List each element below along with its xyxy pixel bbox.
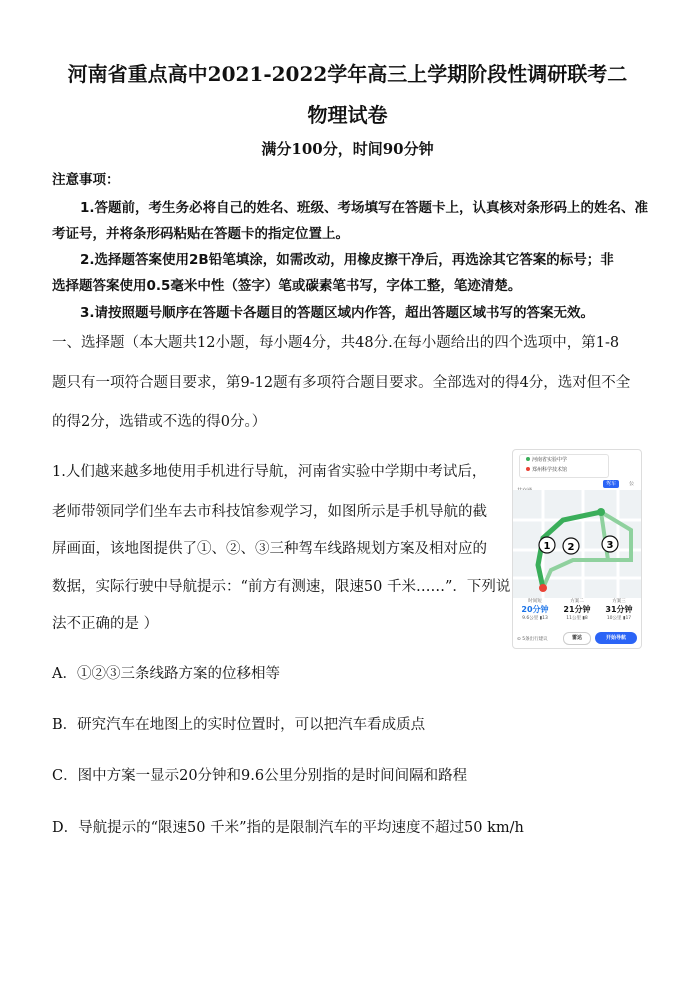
exam-subject: 物理试卷 — [307, 103, 388, 127]
start-navigation-button: 开始导航 — [595, 632, 637, 644]
note-1-cont: 考证号，并将条形码粘贴在答题卡的指定位置上。 — [52, 226, 349, 242]
radar-button: 雷达 — [563, 632, 591, 645]
mode-drive: 驾车 — [603, 480, 619, 488]
section-intro-3: 的得2分，选错或不选的得0分。） — [52, 414, 267, 430]
route-2-detail: 11公里 ▮8 — [566, 616, 588, 621]
option-d: D．导航提示的“限速50 千米”指的是限制汽车的平均速度不超过50 km/h — [52, 820, 524, 836]
route-marker-3-label: 3 — [606, 540, 614, 551]
route-3-label: 方案三 — [612, 599, 626, 604]
origin-label: 河南省实验中学 — [532, 457, 568, 463]
origin-dot-icon — [526, 457, 530, 461]
note-1: 1.答题前，考生务必将自己的姓名、班级、考场填写在答题卡上，认真核对条形码上的姓名、准 — [80, 200, 649, 216]
route-option-3 — [599, 598, 639, 621]
navigation-screenshot — [512, 449, 642, 649]
section-intro-2: 题只有一项符合题目要求，第9-12题有多项符合题目要求。全部选对的得4分，选对但不全 — [52, 375, 631, 391]
route-option-1 — [515, 598, 555, 621]
route-search-box — [519, 454, 609, 478]
note-3: 3.请按照题号顺序在答题卡各题目的答题区域内作答，超出答题区域书写的答案无效。 — [80, 305, 595, 321]
route-1-detail: 9.6公里 ▮13 — [522, 616, 548, 621]
notes-heading: 注意事项： — [52, 172, 120, 188]
option-b: B．研究汽车在地图上的实时位置时，可以把汽车看成质点 — [52, 717, 426, 733]
destination-label: 郑州科学技术馆 — [532, 467, 568, 473]
route-3-detail: 10公里 ▮17 — [606, 616, 632, 621]
route-options — [513, 598, 641, 628]
route-3-time: 31分钟 — [605, 605, 633, 614]
travel-tip: ⊙ 5条出行建议 — [517, 637, 548, 642]
route-1-label: 时间短 — [528, 599, 542, 604]
note-2: 2.选择题答案使用2B铅笔填涂，如需改动，用橡皮擦干净后，再选涂其它答案的标号；非 — [80, 252, 614, 268]
route-marker-2-label: 2 — [567, 542, 575, 553]
q1-stem-2: 老师带领同学们坐车去市科技馆参观学习，如图所示是手机导航的截 — [52, 504, 487, 520]
score-time: 满分100分，时间90分钟 — [261, 140, 434, 158]
route-marker-1-label: 1 — [543, 541, 551, 552]
exam-title: 河南省重点高中2021-2022学年高三上学期阶段性调研联考二 — [67, 62, 628, 86]
q1-stem-4: 数据，实际行驶中导航提示：“前方有测速，限速50 千米……”．下列说 — [52, 579, 511, 595]
route-2-label: 方案二 — [570, 599, 584, 604]
option-a: A．①②③三条线路方案的位移相等 — [52, 666, 280, 682]
destination-dot-icon — [526, 467, 530, 471]
option-c: C．图中方案一显示20分钟和9.6公里分别指的是时间间隔和路程 — [52, 768, 468, 784]
note-2-cont: 选择题答案使用0.5毫米中性（签字）笔或碳素笔书写，字体工整，笔迹清楚。 — [52, 278, 522, 294]
mode-transit: 公 — [629, 481, 635, 487]
route-option-2 — [557, 598, 597, 621]
q1-stem-1: 1.人们越来越多地使用手机进行导航，河南省实验中学期中考试后， — [52, 464, 487, 480]
route-map — [513, 490, 641, 600]
route-2-time: 21分钟 — [563, 605, 591, 614]
q1-stem-5: 法不正确的是 ） — [52, 616, 159, 632]
start-marker-icon — [597, 508, 605, 516]
bottom-bar — [513, 628, 641, 648]
section-intro-1: 一、选择题（本大题共12小题，每小题4分，共48分.在每小题给出的四个选项中，第1-8 — [52, 335, 620, 351]
route-1-time: 20分钟 — [521, 605, 549, 614]
q1-stem-3: 屏画面，该地图提供了①、②、③三种驾车线路规划方案及相对应的 — [52, 541, 487, 557]
end-marker-icon — [539, 584, 547, 592]
map-area — [513, 490, 641, 600]
